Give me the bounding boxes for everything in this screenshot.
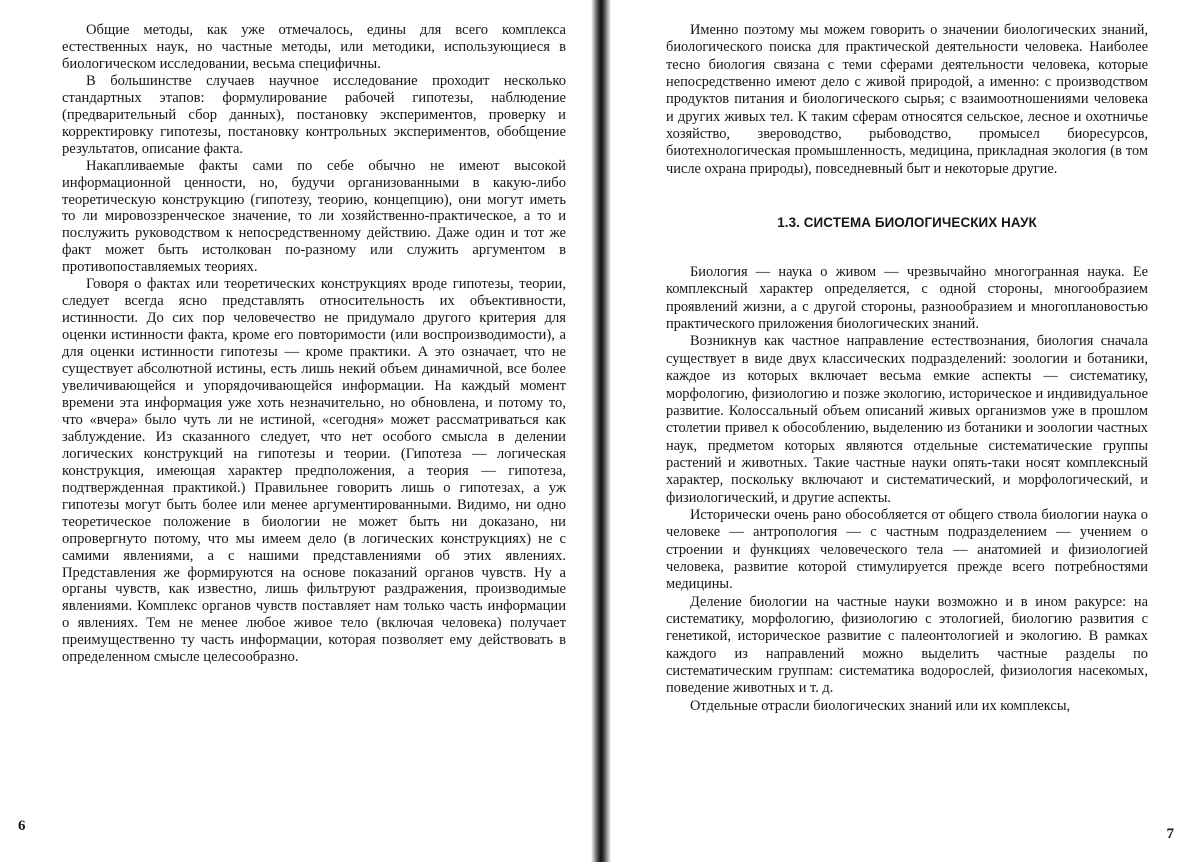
left-paragraph-1: Общие методы, как уже отмечалось, едины для всего комплекса естественных наук, но частные методы, или методики, использующиеся в биологическом исследовании, весьма специфичны.	[62, 22, 566, 72]
right-page	[600, 0, 1200, 862]
left-paragraph-4: Говоря о фактах или теоретических конструкциях вроде гипотезы, теории, следует всегда ясно представлять относительность их объективности, истинности. До сих пор человечество не придумало другого критерия для оценки истинности факта, кроме его повторимости (или воспроизводимости), а для оценки истинности гипотезы — кроме практики. А это означает, что не существует абсолютной истины, есть лишь некий объем динамичной, все более увеличивающейся и упорядочивающейся информации. На каждый момент времени эта информация уже хоть незначительно, но обновлена, и потому то, что «вчера» было чуть ли не истиной, «сегодня» может рассматриваться как заблуждение. Из сказанного следует, что нет особого смысла в делении логических конструкций на гипотезы и теории. (Гипотеза — логическая конструкция, имеющая характер предположения, а теория — гипотеза, подтвержденная практикой.) Правильнее говорить лишь о гипотезах, а уж гипотезы могут быть более или менее аргументированными. Видимо, ни одно теоретическое положение в биологии не может быть ни доказано, ни опровергнуто потому, что мы имеем дело (в логических конструкциях) не с самими явлениями, а с нашими представлениями об этих явлениях. Представления же формируются на основе показаний органов чувств. Ну а органы чувств, как известно, лишь фильтруют раздражения, производимые явлениями. Комплекс органов чувств поставляет нам только часть информации о явлениях. Тем не менее любое живое тело (включая человека) получает преимущественно ту часть информации, которая позволяет ему действовать в определенном смысле целесообразно.	[62, 276, 566, 666]
right-paragraph-4: Деление биологии на частные науки возможно и в ином ракурсе: на систематику, морфологию, физиологию с этологией, биологию развития с генетикой, историческое развитие с палеонтологией и экологию. В рамках каждого из направлений можно выделить частные разделы по систематическим группам: систематика водорослей, физиология насекомых, поведение животных и т. д.	[666, 593, 1148, 697]
left-paragraph-2: В большинстве случаев научное исследование проходит несколько стандартных этапов: формулирование рабочей гипотезы, наблюдение (предварительный сбор данных), постановку экспериментов, проверку и корректировку гипотезы, постановку контрольных экспериментов, обобщение результатов, описание факта.	[62, 72, 566, 157]
right-intro-paragraph: Именно поэтому мы можем говорить о значении биологических знаний, биологического поиска для практической деятельности человека. Наиболее тесно биология связана с теми сферами деятельности человека, которые непосредственно имеют дело с живой природой, а именно: с производством продуктов питания и биологического сырья; с взаимоотношениями человека и других живых тел. К таким сферам относятся сельское, лесное и охотничье хозяйство, звероводство, рыбоводство, промысел биоресурсов, биотехнологическая промышленность, медицина, прикладная экология (в том числе охрана природы), повседневный быт и некоторые другие.	[666, 22, 1148, 177]
left-paragraph-3: Накапливаемые факты сами по себе обычно не имеют высокой информационной ценности, но, будучи организованными в какую-либо теоретическую конструкцию (гипотезу, теорию, концепцию), они могут иметь то ли мировоззренческое значение, то ли хозяйственно-практическое, а то и послужить руководством к непосредственному действию. Даже один и тот же факт может быть истолкован по-разному или служить аргументом в противопоставляемых теориях.	[62, 157, 566, 276]
right-paragraph-5: Отдельные отрасли биологических знаний или их комплексы,	[690, 697, 1071, 714]
page-number-left: 6	[18, 818, 26, 834]
section-heading: 1.3. СИСТЕМА БИОЛОГИЧЕСКИХ НАУК	[777, 215, 1037, 231]
page-number-right: 7	[1166, 826, 1174, 842]
right-paragraph-1: Биология — наука о живом — чрезвычайно многогранная наука. Ее комплексный характер определяется, с одной стороны, многообразием проявлений жизни, а с другой стороны, разнообразием и многоплановостью практического приложения биологических знаний.	[666, 264, 1148, 333]
right-paragraph-2: Возникнув как частное направление естествознания, биология сначала существует в виде двух классических подразделений: зоологии и ботаники, каждое из которых включает весьма емкие аспекты — систематику, морфологию, физиологию и позже экологию, историческое и индивидуальное развитие. Колоссальный объем описаний живых организмов уже в прошлом столетии привел к обособлению, выделению из ботаники и зоологии частных наук, предметом которых являются отдельные систематические группы растений и животных. Такие частные науки опять-таки носят комплексный характер, поскольку включают и систематический, и морфологический, и физиологический, и другие аспекты.	[666, 333, 1148, 506]
right-paragraph-3: Исторически очень рано обособляется от общего ствола биологии наука о человеке — антропология — с частным подразделением — учением о строении и функциях человеческого тела — анатомией и физиологией человека, развитие которой стимулируется прежде всего потребностями медицины.	[666, 506, 1148, 593]
